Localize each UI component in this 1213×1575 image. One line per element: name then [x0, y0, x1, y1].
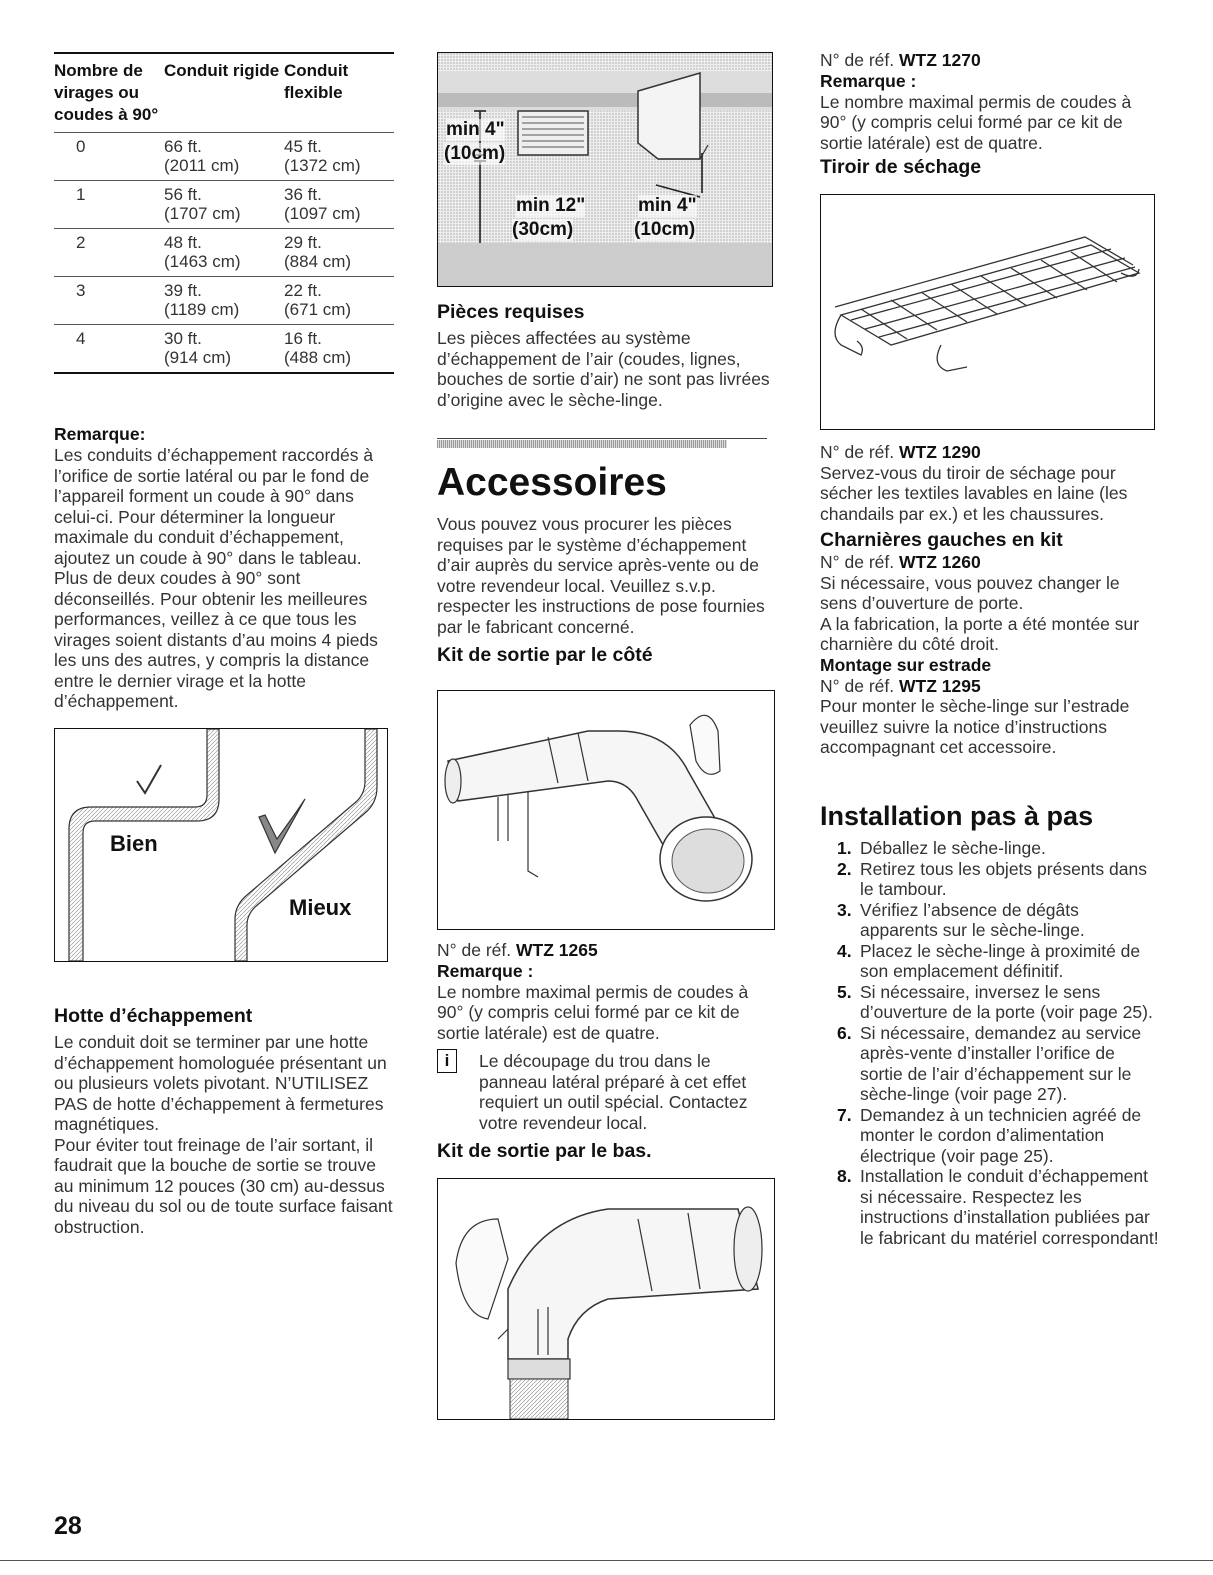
accessoires-title: Accessoires — [437, 461, 667, 504]
installation-step — [820, 859, 1160, 900]
figure-label-better: Mieux — [289, 895, 352, 920]
bottom-kit-figure — [437, 1178, 775, 1420]
charnieres-paragraph-1: Si nécessaire, vous pouvez changer le sens d’ouverture de porte. — [820, 572, 1120, 613]
cell-value: 30 ft. — [164, 329, 202, 348]
cell-value: 66 ft. — [164, 137, 202, 156]
cell-value-cm: (488 cm) — [284, 348, 352, 367]
duct-figure — [54, 728, 388, 962]
table-body — [54, 133, 394, 374]
ref-number-1290: WTZ 1290 — [899, 442, 981, 462]
step-number: 7. — [837, 1104, 852, 1125]
ref-prefix-1260: N° de réf. — [820, 552, 895, 572]
table-row — [54, 277, 394, 325]
cell-value: 29 ft. — [284, 233, 322, 252]
table-row — [54, 325, 394, 374]
ref-number-1265: WTZ 1265 — [516, 940, 598, 960]
installation-step — [820, 900, 1160, 941]
installation-step — [820, 982, 1160, 1023]
vent-length-table — [54, 52, 394, 374]
cell-value-cm: (1372 cm) — [284, 156, 361, 175]
fig-10cm-right: (10cm) — [634, 219, 696, 240]
hotte-section — [54, 1004, 394, 1237]
remark-section — [54, 424, 394, 712]
cell-value: 4 — [76, 329, 86, 348]
ref-prefix-1295: N° de réf. — [820, 675, 895, 696]
ref-prefix-1265: N° de réf. — [437, 940, 512, 960]
table-header-bends: Nombre de virages ou coudes à 90° — [54, 61, 159, 124]
fig-30cm: (30cm) — [512, 219, 574, 240]
cell-value: 45 ft. — [284, 137, 322, 156]
remark-title: Remarque: — [54, 424, 146, 444]
remark-paragraph-1: Les conduits d’échappement raccordés à l’orifice de sortie latéral ou par le fond de l’appareil forment un coude à 90° dans celui-ci. Pour déterminer la longueur maximale du conduit d’échappement, ajoutez un coude à 90° dans le tableau. — [54, 445, 374, 568]
fig-10cm-top: (10cm) — [444, 143, 506, 164]
cell-value-cm: (1097 cm) — [284, 204, 361, 223]
step-number: 4. — [837, 940, 852, 961]
section-rule-hatch — [437, 440, 727, 448]
info-paragraph: Le découpage du trou dans le panneau latéral préparé à cet effet requiert un outil spécial. Contactez votre revendeur local. — [479, 1051, 748, 1133]
cell-value-cm: (1463 cm) — [164, 252, 241, 271]
cell-value-cm: (2011 cm) — [164, 156, 240, 175]
side-kit-illustration — [438, 691, 774, 929]
pieces-paragraph: Les pièces affectées au système d’échappement de l’air (coudes, lignes, bouches de sortie d’air) ne sont pas livrées d’origine avec le sèche-linge. — [437, 328, 770, 410]
step-number: 2. — [837, 858, 852, 879]
table-cell-bends — [54, 133, 164, 181]
cell-value: 39 ft. — [164, 281, 202, 300]
cell-value: 22 ft. — [284, 281, 322, 300]
table-cell-rigid — [164, 277, 284, 325]
step-number: 1. — [837, 838, 852, 858]
table-header-flex: Conduit flexible — [284, 61, 349, 102]
cell-value: 2 — [76, 233, 86, 252]
step-text: Installation le conduit d’échappement si nécessaire. Respectez les instructions d’installation publiées par le fabricant du matériel correspondant! — [860, 1166, 1159, 1248]
installation-step — [820, 838, 1160, 859]
vent-hood-figure — [437, 52, 773, 287]
step-number: 6. — [837, 1022, 852, 1043]
table-cell-rigid — [164, 229, 284, 277]
hotte-paragraph-2: Pour éviter tout freinage de l’air sortant, il faudrait que la bouche de sortie se trouve au minimum 12 pouces (30 cm) au-dessus du niveau du sol ou de toute surface faisant obstruction. — [54, 1134, 393, 1237]
table-cell-bends — [54, 229, 164, 277]
figure-label-good: Bien — [110, 831, 158, 856]
side-remark-paragraph: Le nombre maximal permis de coudes à 90° (y compris celui formé par ce kit de sortie latérale) est de quatre. — [437, 981, 749, 1043]
installation-title: Installation pas à pas — [820, 801, 1094, 831]
fig-min4-top: min 4" — [446, 119, 505, 140]
montage-paragraph: Pour monter le sèche-linge sur l’estrade veuillez suivre la notice d’instructions accompagnant cet accessoire. — [820, 696, 1130, 757]
installation-step — [820, 941, 1160, 982]
duct-illustration — [55, 729, 387, 961]
step-number: 8. — [837, 1166, 852, 1186]
bottom-kit-title: Kit de sortie par le bas. — [437, 1140, 652, 1162]
side-remark-title: Remarque : — [437, 960, 534, 981]
kit-1270-remark-paragraph: Le nombre maximal permis de coudes à 90° (y compris celui formé par ce kit de sortie latérale) est de quatre. — [820, 91, 1132, 153]
bottom-kit-illustration — [438, 1179, 774, 1419]
accessoires-paragraph: Vous pouvez vous procurer les pièces requises par le système d’échappement d’air auprès du service après-vente ou de votre revendeur local. Veuillez s.v.p. respecter les instructions de pose fournies par le fabricant concerné. — [437, 514, 765, 637]
cell-value: 56 ft. — [164, 185, 202, 204]
cell-value: 1 — [76, 185, 86, 204]
installation-section — [820, 800, 1160, 1248]
charnieres-title: Charnières gauches en kit — [820, 529, 1063, 551]
drying-rack-illustration — [821, 195, 1154, 429]
cell-value: 48 ft. — [164, 233, 202, 252]
installation-step — [820, 1105, 1160, 1167]
info-icon: i — [437, 1049, 457, 1073]
montage-title: Montage sur estrade — [820, 654, 992, 675]
installation-step — [820, 1166, 1160, 1248]
table-cell-flex — [284, 181, 394, 229]
step-text: Déballez le sèche-linge. — [860, 838, 1046, 858]
table-row — [54, 181, 394, 229]
table-cell-flex — [284, 277, 394, 325]
kit-1270-info — [820, 50, 1160, 179]
table-row — [54, 229, 394, 277]
step-text: Vérifiez l’absence de dégâts apparents sur le sèche-linge. — [860, 899, 1085, 940]
ref-number-1295: WTZ 1295 — [899, 675, 981, 696]
table-cell-bends — [54, 325, 164, 374]
charnieres-paragraph-2: A la fabrication, la porte a été montée sur charnière du côté droit. — [820, 613, 1140, 654]
step-text: Si nécessaire, demandez au service après-vente d’installer l’orifice de sortie de l’air d’échappement sur le sèche-linge (voir page 27). — [860, 1022, 1142, 1104]
side-kit-title: Kit de sortie par le côté — [437, 644, 653, 666]
table-row — [54, 133, 394, 181]
ref-prefix-1290: N° de réf. — [820, 442, 895, 462]
pieces-title: Pièces requises — [437, 301, 585, 323]
step-text: Retirez tous les objets présents dans le tambour. — [860, 858, 1147, 899]
accessories-list — [820, 442, 1160, 758]
drying-rack-figure — [820, 194, 1155, 430]
footer-rule — [0, 1560, 1213, 1561]
side-kit-info — [437, 940, 777, 1163]
step-text: Si nécessaire, inversez le sens d’ouverture de la porte (voir page 25). — [860, 981, 1153, 1022]
cell-value-cm: (1707 cm) — [164, 204, 241, 223]
step-number: 3. — [837, 899, 852, 920]
installation-steps — [820, 838, 1160, 1248]
vent-hood-illustration — [438, 53, 772, 286]
info-note — [437, 1051, 777, 1133]
table-cell-rigid — [164, 325, 284, 374]
side-kit-figure — [437, 690, 775, 930]
pieces-section — [437, 300, 777, 410]
ref-prefix-1270: N° de réf. — [820, 50, 895, 70]
step-text: Demandez à un technicien agréé de monter le cordon d’alimentation électrique (voir page 25). — [860, 1104, 1142, 1166]
ref-number-1270: WTZ 1270 — [899, 50, 981, 70]
table-header-rigid: Conduit rigide — [164, 61, 280, 80]
tiroir-title: Tiroir de séchage — [820, 156, 982, 178]
table-cell-bends — [54, 277, 164, 325]
kit-1270-remark-title: Remarque : — [820, 70, 917, 91]
table-cell-rigid — [164, 181, 284, 229]
cell-value: 3 — [76, 281, 86, 300]
page-number: 28 — [54, 1512, 82, 1540]
table-cell-bends — [54, 181, 164, 229]
table-cell-flex — [284, 229, 394, 277]
cell-value-cm: (914 cm) — [164, 348, 232, 367]
tiroir-paragraph: Servez-vous du tiroir de séchage pour sécher les textiles lavables en laine (les chandails par ex.) et les chaussures. — [820, 462, 1128, 524]
cell-value-cm: (671 cm) — [284, 300, 352, 319]
fig-min12: min 12" — [516, 195, 586, 216]
table-cell-flex — [284, 325, 394, 374]
cell-value-cm: (1189 cm) — [164, 300, 240, 319]
cell-value: 16 ft. — [284, 329, 322, 348]
cell-value-cm: (884 cm) — [284, 252, 352, 271]
cell-value: 36 ft. — [284, 185, 322, 204]
table-cell-flex — [284, 133, 394, 181]
step-text: Placez le sèche-linge à proximité de son emplacement définitif. — [860, 940, 1141, 981]
installation-step — [820, 1023, 1160, 1105]
table-cell-rigid — [164, 133, 284, 181]
ref-number-1260: WTZ 1260 — [899, 552, 981, 572]
fig-min4-right: min 4" — [638, 195, 697, 216]
section-rule — [437, 438, 767, 445]
hotte-title: Hotte d’échappement — [54, 1005, 253, 1027]
step-number: 5. — [837, 981, 852, 1002]
hotte-paragraph-1: Le conduit doit se terminer par une hotte d’échappement homologuée présentant un ou plusieurs volets pivotant. N’UTILISEZ PAS de hotte d’échappement à fermetures magnétiques. — [54, 1032, 387, 1134]
cell-value: 0 — [76, 137, 86, 156]
accessoires-section — [437, 460, 777, 667]
remark-paragraph-2: Plus de deux coudes à 90° sont déconseillés. Pour obtenir les meilleures performances, veillez à ce que tous les virages soient distants d’au moins 4 pieds les uns des autres, y compris la distance entre le dernier virage et la hotte d’échappement. — [54, 568, 378, 711]
